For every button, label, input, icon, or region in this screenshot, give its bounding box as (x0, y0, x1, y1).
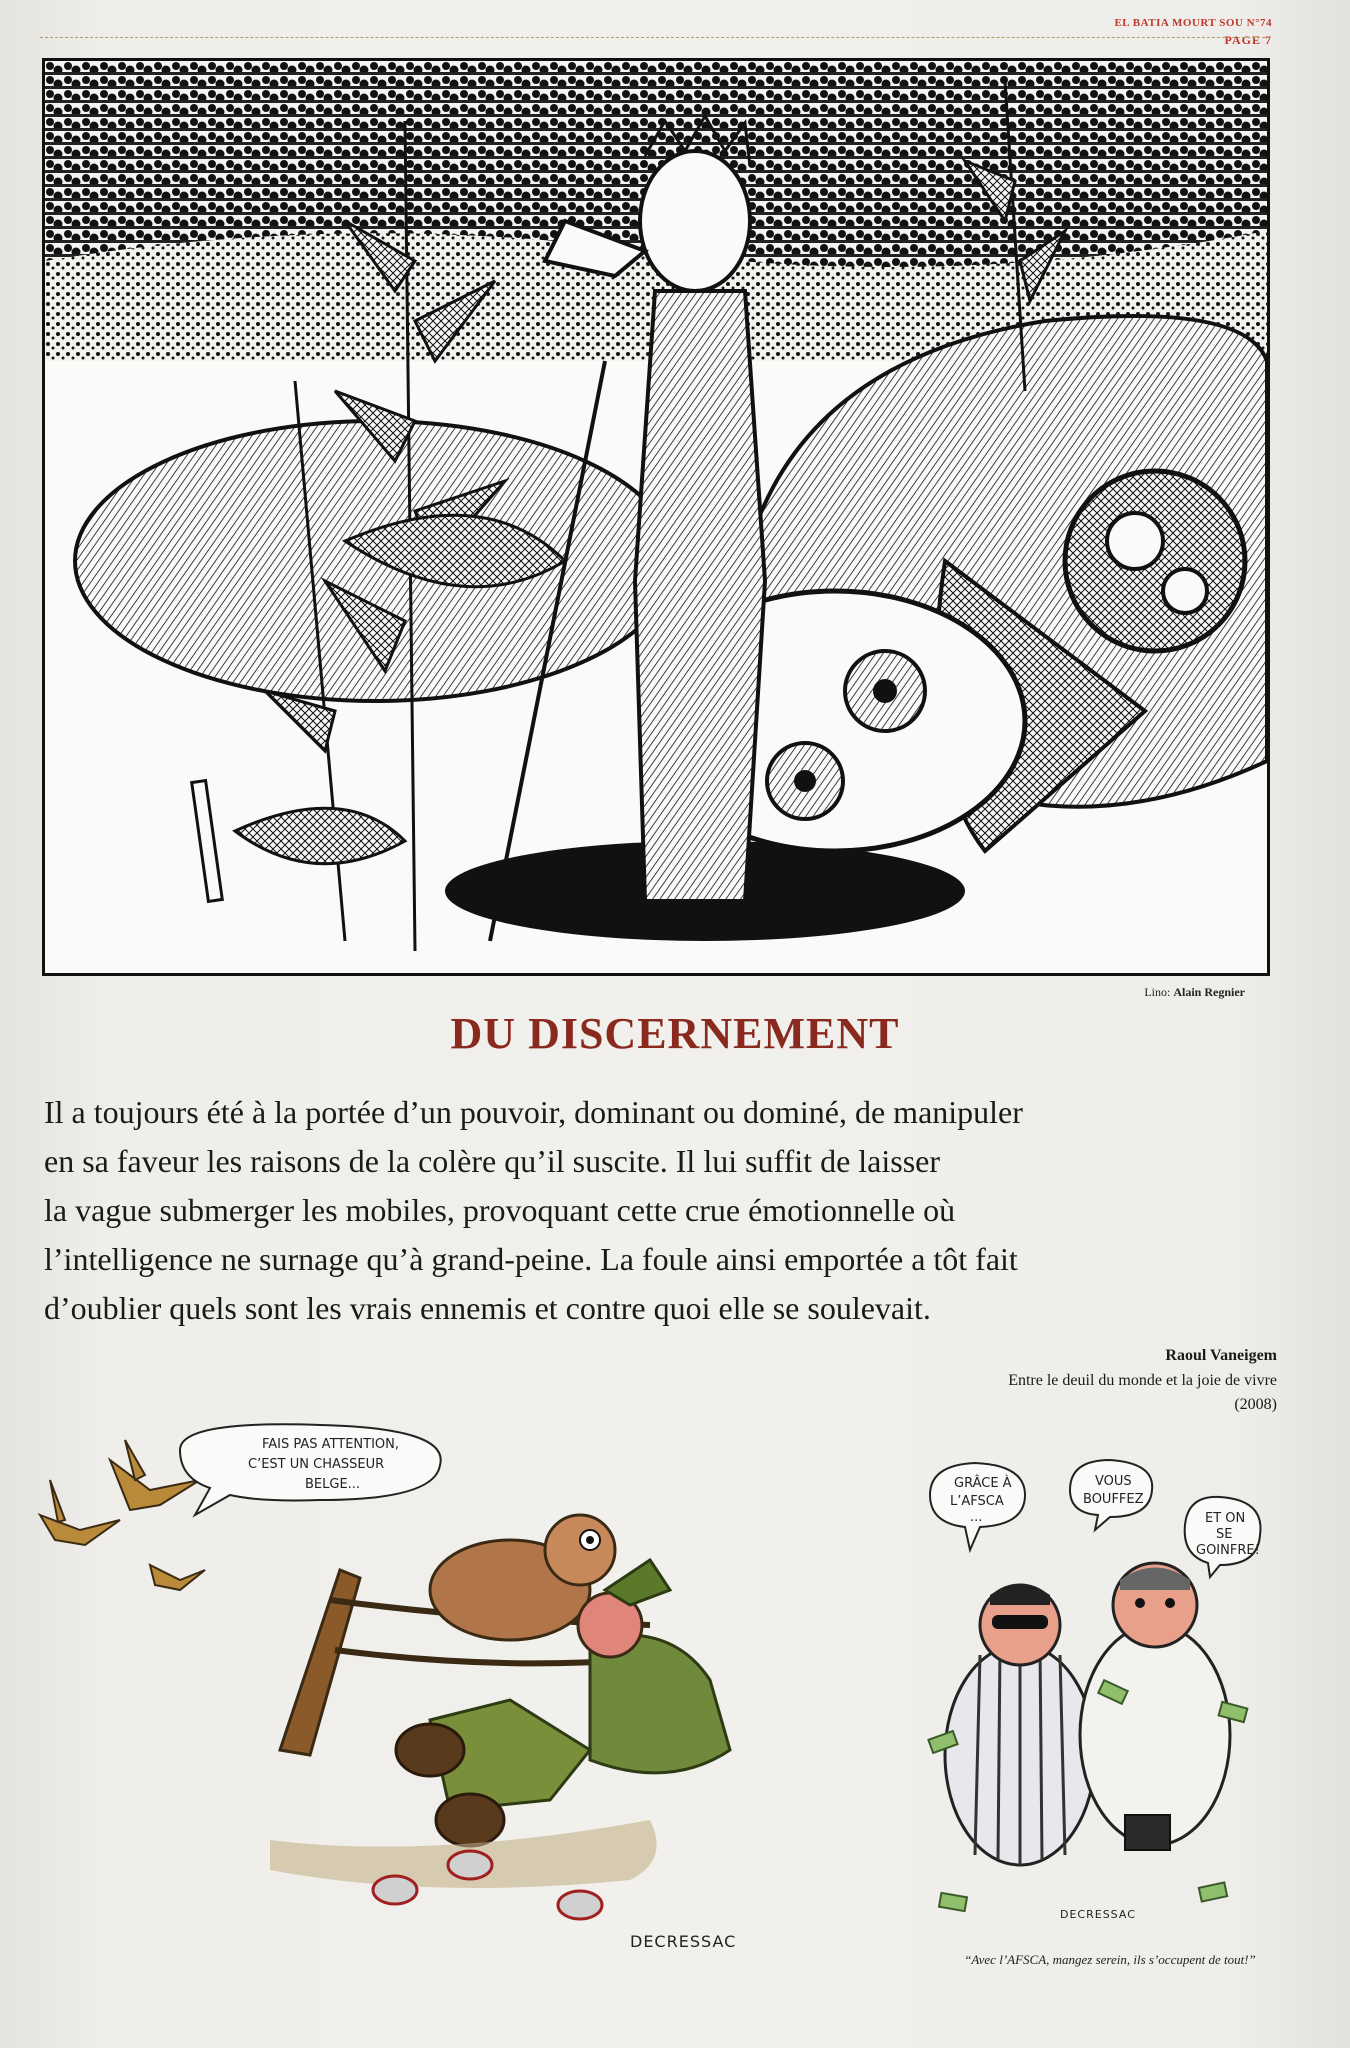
header-rule (40, 37, 1270, 38)
credit-artist: Alain Regnier (1173, 985, 1245, 999)
bubble-line: GOINFRE! (1196, 1543, 1260, 1558)
page-number: PAGE 7 (1224, 33, 1272, 47)
linocut-illustration (42, 58, 1270, 976)
signature-left: DECRESSAC (630, 1932, 737, 1951)
bubble-line: ... (970, 1510, 983, 1525)
article-title: DU DISCERNEMENT (450, 1009, 900, 1058)
illustration-credit (1144, 985, 1245, 1000)
bubble-line: ET ON (1205, 1511, 1246, 1526)
bubble-line: BOUFFEZ (1083, 1492, 1144, 1507)
bubble-line: FAIS PAS ATTENTION, (262, 1437, 400, 1452)
standing-figure (635, 291, 765, 901)
quote-line: l’intelligence ne surnage qu’à grand-peine. La foule ainsi emportée a tôt fait (44, 1241, 1018, 1277)
credit-label: Lino: (1144, 985, 1171, 999)
bubble-line: GRÂCE À (954, 1476, 1012, 1491)
linocut-drawing (45, 61, 1267, 973)
briefcase (1125, 1815, 1170, 1850)
cartoon-caption: “Avec l’AFSCA, mangez serein, ils s’occupent de tout!” (964, 1952, 1256, 1967)
hunter-cartoon (30, 1420, 850, 1980)
birds (40, 1440, 205, 1590)
quote-line: la vague submerger les mobiles, provoquant cette crue émotionnelle où (44, 1192, 956, 1228)
quote-line: d’oublier quels sont les vrais ennemis et contre quoi elle se soulevait. (44, 1290, 931, 1326)
quote-body (44, 1088, 1294, 1333)
quote-line: Il a toujours été à la portée d’un pouvoir, dominant ou dominé, de manipuler (44, 1094, 1023, 1130)
quote-source-book: Entre le deuil du monde et la joie de vivre (1008, 1372, 1277, 1389)
afsca-cartoon (920, 1455, 1280, 1935)
signature-right: DECRESSAC (1060, 1908, 1136, 1921)
quote-author: Raoul Vaneigem (1165, 1347, 1277, 1364)
slingshot (280, 1570, 360, 1755)
striped-suit-man (945, 1585, 1095, 1865)
bubble-line: SE (1216, 1527, 1233, 1542)
bubble-line: VOUS (1095, 1474, 1132, 1489)
bubble-line: L’AFSCA (950, 1494, 1004, 1509)
figure-head (640, 151, 750, 291)
quote-line: en sa faveur les raisons de la colère qu’il suscite. Il lui suffit de laisser (44, 1143, 941, 1179)
quote-year: (2008) (1234, 1396, 1277, 1413)
bubble-line: BELGE... (305, 1477, 361, 1492)
bubble-line: C’EST UN CHASSEUR (248, 1457, 385, 1472)
white-suit-man (1080, 1563, 1230, 1850)
issue-label: EL BATIA MOURT SOU N°74 (1114, 17, 1272, 29)
